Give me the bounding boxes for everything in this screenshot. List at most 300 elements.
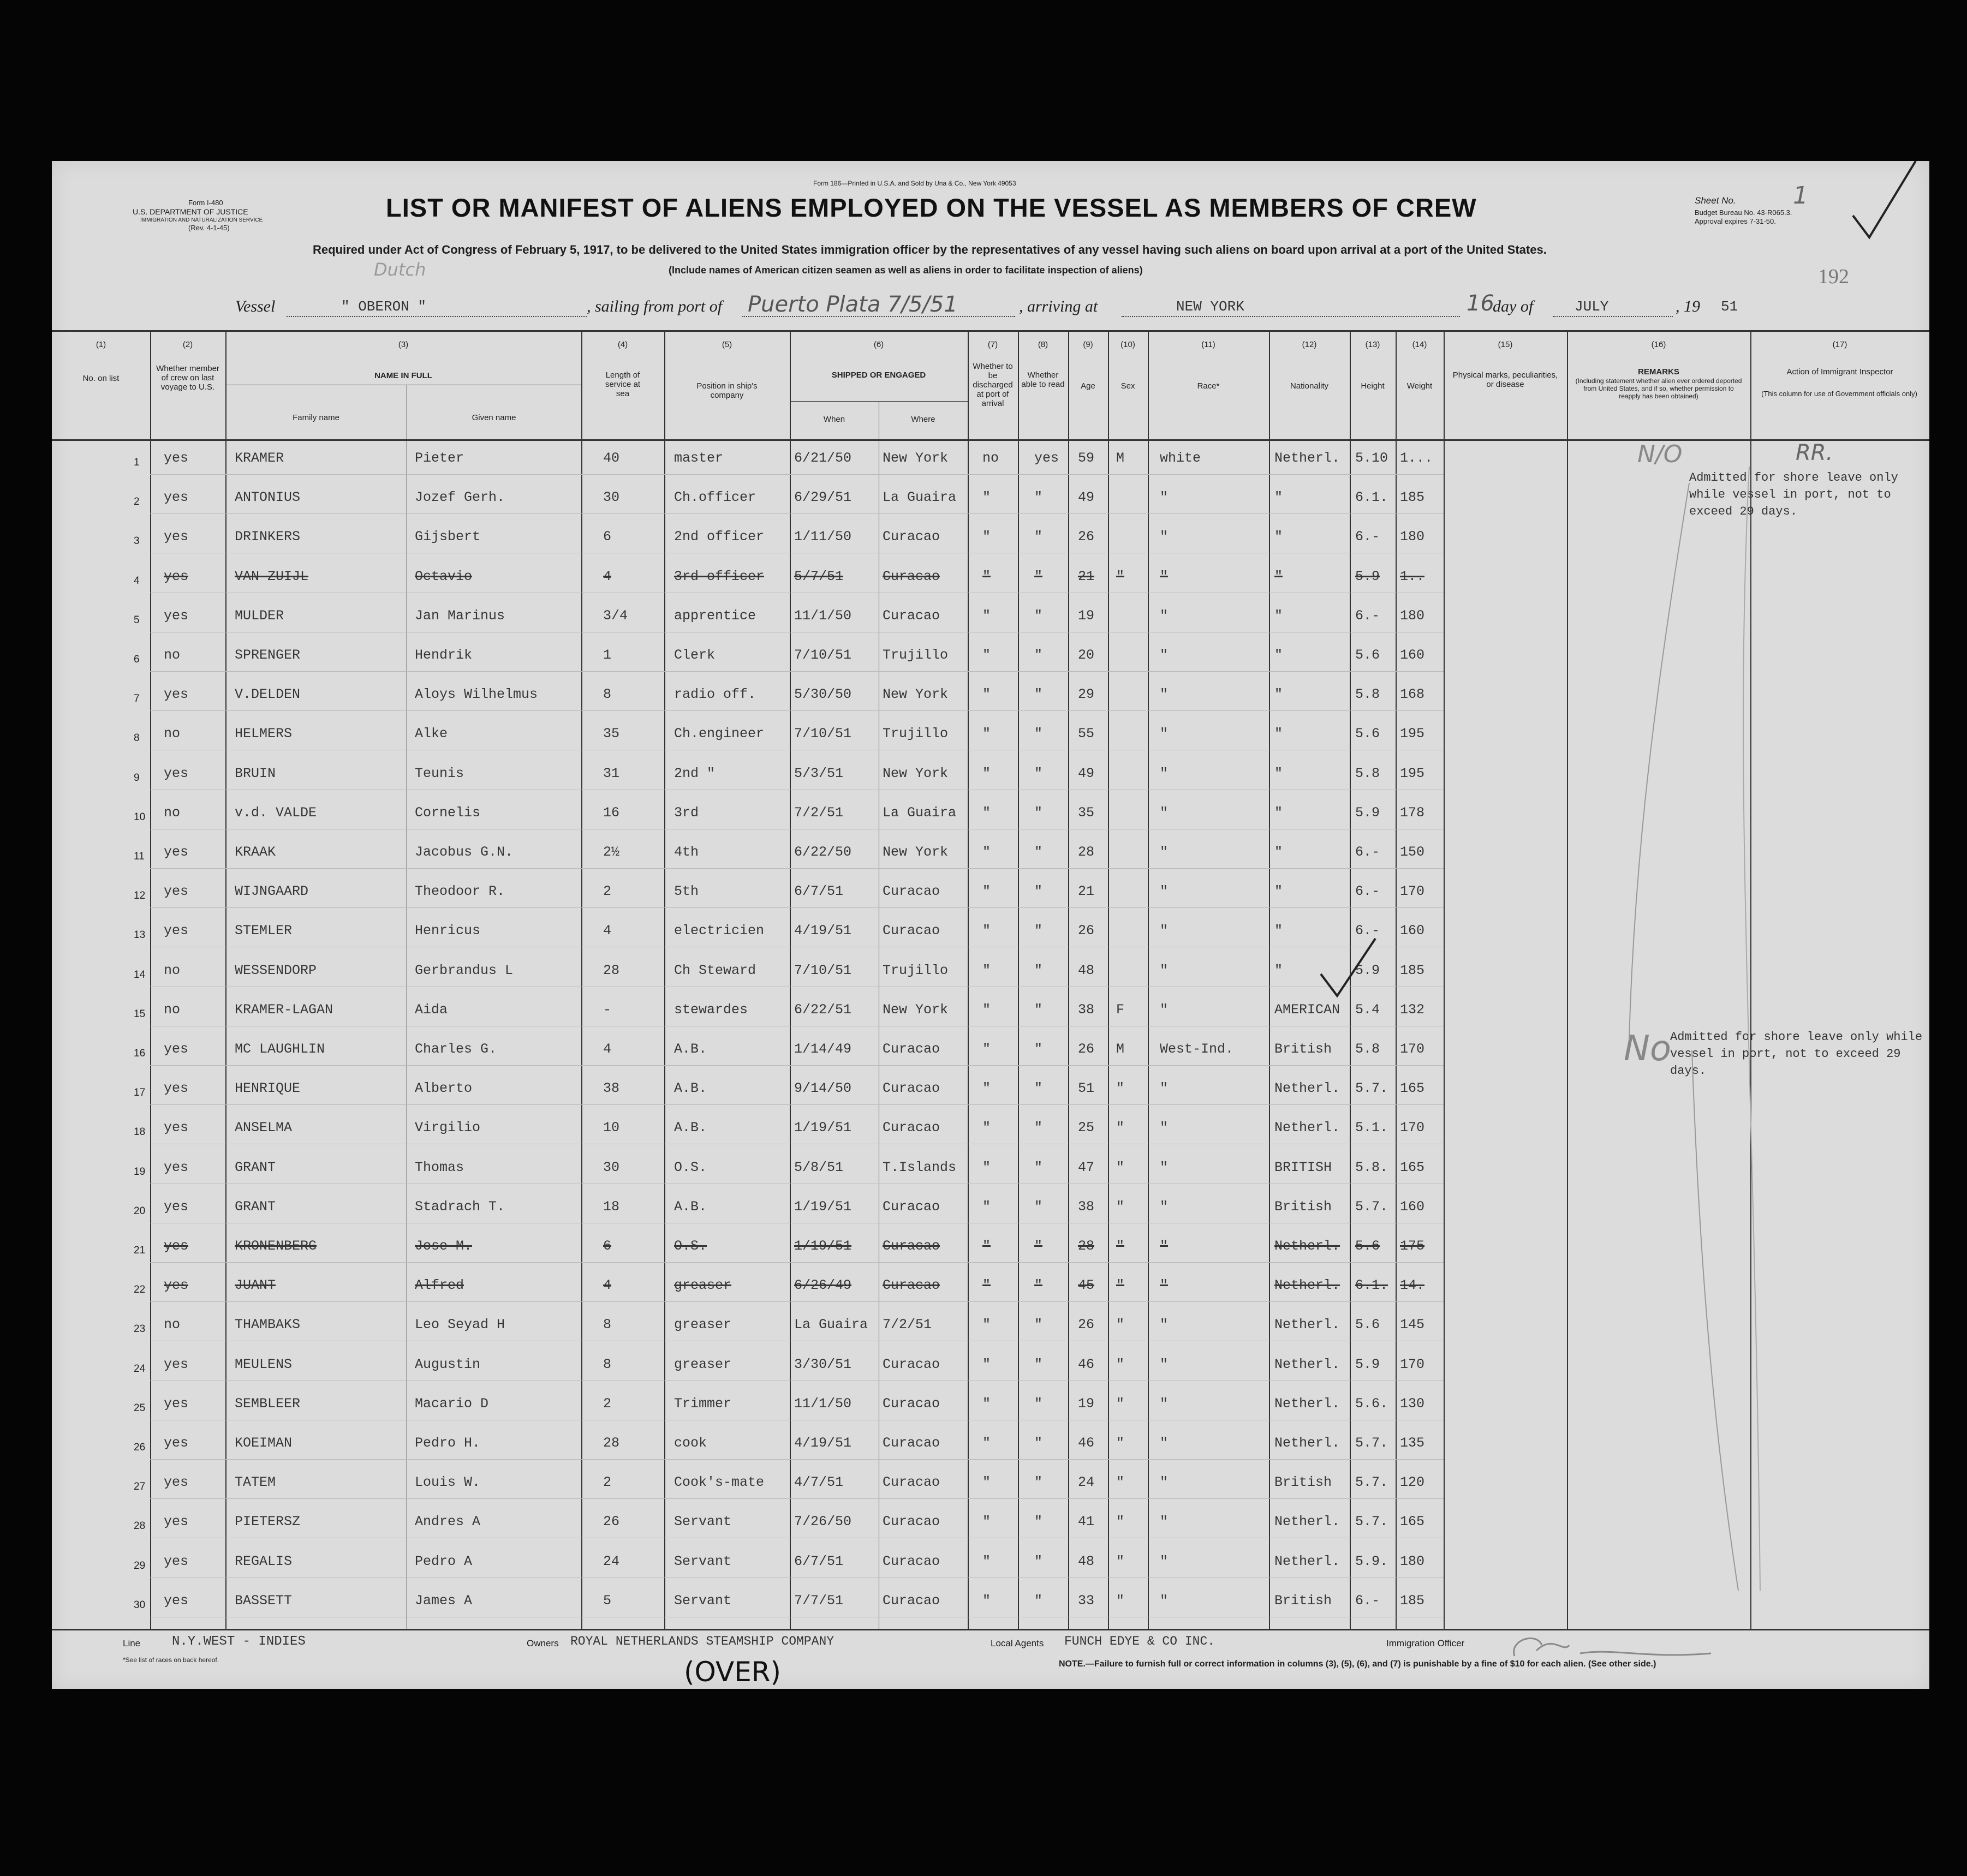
cell-when: 7/2/51 (794, 805, 844, 821)
cell-position: Ch.engineer (674, 726, 765, 742)
cell-family: JUANT (235, 1277, 276, 1293)
col-num-9: (9) (1083, 340, 1093, 349)
column-divider (1108, 330, 1109, 1629)
cell-service: 4 (603, 1277, 612, 1293)
row-number: 4 (134, 575, 140, 587)
cell-service: 8 (603, 1317, 612, 1333)
cell-disch: " (982, 1041, 991, 1057)
cell-where: Trujillo (883, 726, 949, 742)
cell-disch: " (982, 805, 991, 821)
cell-race: " (1160, 1277, 1169, 1293)
cell-family: BASSETT (235, 1593, 293, 1609)
cell-position: Clerk (674, 647, 716, 663)
row-number: 8 (134, 732, 140, 744)
cell-where: La Guaira (883, 489, 957, 505)
row-number: 24 (134, 1363, 146, 1375)
cell-age: 45 (1078, 1277, 1095, 1293)
cell-age: 48 (1078, 963, 1095, 978)
cell-read: " (1034, 726, 1043, 742)
cell-given: Pieter (415, 450, 464, 466)
cell-where: Curacao (883, 1593, 940, 1609)
cell-race: " (1160, 1474, 1169, 1490)
cell-weight: 165 (1400, 1160, 1425, 1175)
cell-given: Pedro A (415, 1554, 473, 1569)
col-header-given-name: Given name (472, 413, 516, 422)
remarks-pencil-line (1624, 467, 1787, 1612)
local-agents: FUNCH EDYE & CO INC. (1064, 1634, 1215, 1648)
cell-prev: yes (164, 844, 189, 860)
cell-read: " (1034, 1277, 1043, 1293)
cell-weight: 160 (1400, 647, 1425, 663)
cell-given: Alberto (415, 1080, 473, 1096)
nationality-checkmark-icon (1318, 936, 1378, 1001)
cell-age: 20 (1078, 647, 1095, 663)
cell-nat: BRITISH (1274, 1160, 1332, 1175)
cell-position: Cook's-mate (674, 1474, 765, 1490)
cell-weight: 185 (1400, 963, 1425, 978)
cell-age: 33 (1078, 1593, 1095, 1609)
line-label: Line (123, 1638, 141, 1648)
department: U.S. DEPARTMENT OF JUSTICE (133, 207, 248, 216)
remarks-no-mark-2: No (1624, 1029, 1672, 1069)
cell-where: Curacao (883, 1554, 940, 1569)
cell-read: " (1034, 1357, 1043, 1372)
cell-read: " (1034, 1317, 1043, 1333)
cell-when: 1/19/51 (794, 1120, 852, 1136)
column-divider (1396, 330, 1397, 1629)
cell-position: cook (674, 1435, 707, 1451)
cell-nat: Netherl. (1274, 1396, 1340, 1412)
col-num-2: (2) (182, 340, 193, 349)
cell-given: Henricus (415, 923, 481, 939)
cell-weight: 170 (1400, 1120, 1425, 1136)
cell-race: " (1160, 1080, 1169, 1096)
cell-height: 5.9 (1355, 569, 1380, 584)
cell-height: 6.- (1355, 1593, 1380, 1609)
cell-given: Virgilio (415, 1120, 481, 1136)
cell-race: " (1160, 1593, 1169, 1609)
cell-family: WESSENDORP (235, 963, 317, 978)
cell-family: THAMBAKS (235, 1317, 301, 1333)
cell-prev: yes (164, 1357, 189, 1372)
cell-weight: 160 (1400, 923, 1425, 939)
cell-disch: " (982, 726, 991, 742)
cell-nat: Netherl. (1274, 1554, 1340, 1569)
col-header-when: When (823, 415, 845, 424)
col-num-8: (8) (1038, 340, 1048, 349)
arriving-label: , arriving at (1019, 297, 1098, 315)
cell-sex: " (1116, 1120, 1125, 1136)
col-header-race: Race* (1197, 381, 1220, 391)
cell-prev: yes (164, 1041, 189, 1057)
sailing-port: Puerto Plata 7/5/51 (748, 292, 958, 317)
cell-race: " (1160, 1514, 1169, 1530)
cell-height: 5.7. (1355, 1080, 1388, 1096)
cell-age: 38 (1078, 1199, 1095, 1215)
vessel-label: Vessel (235, 297, 276, 315)
cell-service: 38 (603, 1080, 620, 1096)
cell-age: 25 (1078, 1120, 1095, 1136)
cell-height: 5.7. (1355, 1474, 1388, 1490)
cell-height: 5.6 (1355, 1238, 1380, 1254)
cell-position: electricien (674, 923, 765, 939)
cell-height: 6.- (1355, 844, 1380, 860)
column-divider (581, 330, 582, 1629)
cell-height: 5.1. (1355, 1120, 1388, 1136)
row-number: 26 (134, 1442, 146, 1453)
cell-family: v.d. VALDE (235, 805, 317, 821)
cell-age: 21 (1078, 883, 1095, 899)
cell-sex: " (1116, 1396, 1125, 1412)
cell-where: New York (883, 686, 949, 702)
cell-race: " (1160, 1238, 1169, 1254)
cell-service: 2½ (603, 844, 620, 860)
cell-age: 46 (1078, 1357, 1095, 1372)
cell-service: 26 (603, 1514, 620, 1530)
cell-read: yes (1034, 450, 1059, 466)
cell-sex: F (1116, 1002, 1125, 1018)
cell-read: " (1034, 1199, 1043, 1215)
cell-service: 35 (603, 726, 620, 742)
cell-when: 7/10/51 (794, 963, 852, 978)
penalty-note: NOTE.—Failure to furnish full or correct information in columns (3), (5), (6), and (7) is punishable by a fine of $10 for each alien. (See other side.) (1059, 1659, 1656, 1669)
col-header-sex: Sex (1120, 381, 1135, 391)
cell-nat: " (1274, 529, 1283, 545)
cell-prev: yes (164, 1554, 189, 1569)
cell-service: 3/4 (603, 608, 628, 624)
col-num-15: (15) (1498, 340, 1513, 349)
cell-sex: M (1116, 450, 1125, 466)
cell-where: Curacao (883, 608, 940, 624)
sheet-number: 1 (1793, 182, 1808, 210)
cell-position: Ch.officer (674, 489, 756, 505)
cell-race: " (1160, 529, 1169, 545)
cell-when: 4/7/51 (794, 1474, 844, 1490)
arriving-underline (1122, 316, 1460, 317)
row-number: 28 (134, 1520, 146, 1532)
cell-when: 1/19/51 (794, 1238, 852, 1254)
cell-weight: 120 (1400, 1474, 1425, 1490)
cell-disch: " (982, 569, 991, 584)
row-number: 5 (134, 614, 140, 626)
cell-given: Jose M. (415, 1238, 473, 1254)
form-number: Form I-480 (188, 199, 223, 207)
cell-age: 26 (1078, 1041, 1095, 1057)
cell-read: " (1034, 963, 1043, 978)
cell-sex: " (1116, 1435, 1125, 1451)
row-number: 7 (134, 693, 140, 704)
cell-height: 5.9. (1355, 1554, 1388, 1569)
year-suffix: 51 (1721, 298, 1738, 315)
table-top-border (52, 330, 1929, 332)
cell-family: STEMLER (235, 923, 293, 939)
cell-nat: " (1274, 489, 1283, 505)
cell-weight: 165 (1400, 1080, 1425, 1096)
cell-nat: British (1274, 1199, 1332, 1215)
cell-family: BRUIN (235, 766, 276, 781)
cell-read: " (1034, 805, 1043, 821)
cell-given: Stadrach T. (415, 1199, 505, 1215)
cell-height: 6.1. (1355, 1277, 1388, 1293)
cell-weight: 185 (1400, 1593, 1425, 1609)
cell-service: 1 (603, 647, 612, 663)
cell-height: 5.7. (1355, 1199, 1388, 1215)
cell-age: 48 (1078, 1554, 1095, 1569)
cell-prev: no (164, 647, 181, 663)
cell-race: " (1160, 1002, 1169, 1018)
cell-family: DRINKERS (235, 529, 301, 545)
cell-service: - (603, 1002, 612, 1018)
cell-position: 3rd (674, 805, 699, 821)
cell-race: " (1160, 1160, 1169, 1175)
cell-prev: yes (164, 569, 189, 584)
cell-weight: 1... (1400, 450, 1433, 466)
column-divider (1068, 330, 1069, 1629)
cell-nat: " (1274, 805, 1283, 821)
cell-given: Macario D (415, 1396, 489, 1412)
cell-position: O.S. (674, 1160, 707, 1175)
cell-age: 49 (1078, 489, 1095, 505)
cell-when: 5/30/50 (794, 686, 852, 702)
cell-position: master (674, 450, 724, 466)
cell-sex: " (1116, 569, 1125, 584)
row-divider (150, 1065, 1444, 1066)
dutch-note: Dutch (374, 259, 426, 280)
cell-disch: " (982, 1514, 991, 1530)
cell-service: 16 (603, 805, 620, 821)
cell-given: Theodoor R. (415, 883, 505, 899)
cell-given: Octavio (415, 569, 473, 584)
cell-height: 6.- (1355, 608, 1380, 624)
cell-family: WIJNGAARD (235, 883, 309, 899)
cell-when: 6/21/50 (794, 450, 852, 466)
cell-when: 6/7/51 (794, 1554, 844, 1569)
cell-read: " (1034, 1160, 1043, 1175)
cell-prev: yes (164, 529, 189, 545)
agents-label: Local Agents (991, 1638, 1044, 1648)
cell-prev: yes (164, 1120, 189, 1136)
cell-nat: Netherl. (1274, 450, 1340, 466)
cell-position: greaser (674, 1277, 732, 1293)
row-number: 15 (134, 1008, 146, 1020)
col-num-14: (14) (1412, 340, 1427, 349)
cell-read: " (1034, 1554, 1043, 1569)
cell-where: La Guaira (883, 805, 957, 821)
cell-disch: " (982, 766, 991, 781)
cell-when: 5/7/51 (794, 569, 844, 584)
col-header-service-length: Length of service at sea (605, 371, 641, 398)
cell-prev: no (164, 726, 181, 742)
cell-when: 6/26/49 (794, 1277, 852, 1293)
row-number: 29 (134, 1560, 146, 1572)
cell-read: " (1034, 1080, 1043, 1096)
cell-race: white (1160, 450, 1201, 466)
cell-prev: yes (164, 1435, 189, 1451)
revision: (Rev. 4-1-45) (188, 224, 230, 232)
cell-race: " (1160, 805, 1169, 821)
cell-service: 40 (603, 450, 620, 466)
row-divider (150, 1104, 1444, 1105)
cell-prev: yes (164, 1160, 189, 1175)
col-header-height: Height (1361, 381, 1385, 391)
cell-prev: yes (164, 766, 189, 781)
cell-nat: " (1274, 686, 1283, 702)
cell-prev: yes (164, 1080, 189, 1096)
cell-when: 6/29/51 (794, 489, 852, 505)
cell-where: Curacao (883, 1277, 940, 1293)
shipped-subheader-line (790, 401, 968, 402)
cell-given: Hendrik (415, 647, 473, 663)
cell-where: 7/2/51 (883, 1317, 932, 1333)
col-header-where: Where (911, 415, 935, 424)
cell-service: 30 (603, 489, 620, 505)
immigration-officer-label: Immigration Officer (1386, 1638, 1465, 1648)
col-num-16: (16) (1651, 340, 1666, 349)
cell-where: Curacao (883, 1514, 940, 1530)
row-number: 2 (134, 496, 140, 507)
cell-position: greaser (674, 1357, 732, 1372)
cell-service: 30 (603, 1160, 620, 1175)
cell-service: 4 (603, 569, 612, 584)
cell-where: Curacao (883, 1474, 940, 1490)
cell-disch: " (982, 1238, 991, 1254)
cell-given: Aloys Wilhelmus (415, 686, 538, 702)
column-divider (968, 330, 969, 1629)
cell-where: Curacao (883, 1238, 940, 1254)
vessel-underline (287, 316, 587, 317)
cell-weight: 180 (1400, 1554, 1425, 1569)
column-divider (1444, 330, 1445, 1629)
cell-age: 19 (1078, 1396, 1095, 1412)
cell-disch: " (982, 1199, 991, 1215)
cell-nat: British (1274, 1593, 1332, 1609)
cell-when: 1/14/49 (794, 1041, 852, 1057)
printer-line: Form 186—Printed in U.S.A. and Sold by Una & Co., New York 49053 (813, 180, 1016, 187)
cell-family: ANSELMA (235, 1120, 293, 1136)
cell-prev: no (164, 1002, 181, 1018)
cell-nat: Netherl. (1274, 1317, 1340, 1333)
cell-age: 26 (1078, 1317, 1095, 1333)
cell-weight: 165 (1400, 1514, 1425, 1530)
cell-nat: Netherl. (1274, 1120, 1340, 1136)
cell-height: 5.7. (1355, 1514, 1388, 1530)
cell-family: GRANT (235, 1199, 276, 1215)
cell-nat: " (1274, 963, 1283, 978)
cell-read: " (1034, 1002, 1043, 1018)
row-divider (150, 1459, 1444, 1460)
col-num-1: (1) (96, 340, 106, 349)
cell-read: " (1034, 1120, 1043, 1136)
row-number: 6 (134, 654, 140, 665)
cell-service: 2 (603, 1396, 612, 1412)
cell-given: Alfred (415, 1277, 464, 1293)
cell-nat: " (1274, 608, 1283, 624)
cell-service: 2 (603, 883, 612, 899)
cell-read: " (1034, 569, 1043, 584)
cell-weight: 195 (1400, 766, 1425, 781)
cell-age: 38 (1078, 1002, 1095, 1018)
cell-service: 4 (603, 1041, 612, 1057)
cell-when: 5/8/51 (794, 1160, 844, 1175)
cell-age: 35 (1078, 805, 1095, 821)
column-divider (150, 330, 151, 1629)
cell-nat: Netherl. (1274, 1080, 1340, 1096)
cell-service: 24 (603, 1554, 620, 1569)
col-header-shipped: SHIPPED OR ENGAGED (831, 371, 926, 380)
cell-disch: " (982, 529, 991, 545)
cell-where: New York (883, 1002, 949, 1018)
cell-weight: 132 (1400, 1002, 1425, 1018)
cell-race: West-Ind. (1160, 1041, 1234, 1057)
sheet-label: Sheet No. (1695, 195, 1736, 206)
cell-position: radio off. (674, 686, 756, 702)
cell-where: Curacao (883, 1120, 940, 1136)
column-divider (225, 330, 226, 1629)
cell-family: KRAMER (235, 450, 284, 466)
cell-weight: 185 (1400, 489, 1425, 505)
cell-given: Andres A (415, 1514, 481, 1530)
cell-read: " (1034, 1514, 1043, 1530)
sailing-label: , sailing from port of (587, 297, 723, 315)
cell-service: 5 (603, 1593, 612, 1609)
cell-height: 5.6. (1355, 1396, 1388, 1412)
cell-service: 28 (603, 963, 620, 978)
col-header-inspector: Action of Immigrant Inspector (1786, 367, 1893, 377)
cell-sex: " (1116, 1514, 1125, 1530)
port-underline (742, 316, 1015, 317)
cell-family: MEULENS (235, 1357, 293, 1372)
cell-position: A.B. (674, 1120, 707, 1136)
col-num-3: (3) (398, 340, 409, 349)
cell-when: 6/7/51 (794, 883, 844, 899)
row-number: 27 (134, 1481, 146, 1492)
cell-given: Alke (415, 726, 448, 742)
cell-family: SPRENGER (235, 647, 301, 663)
cell-weight: 130 (1400, 1396, 1425, 1412)
col-header-age: Age (1081, 381, 1095, 391)
cell-service: 4 (603, 923, 612, 939)
cell-family: TATEM (235, 1474, 276, 1490)
cell-service: 31 (603, 766, 620, 781)
cell-weight: 14. (1400, 1277, 1425, 1293)
cell-where: Curacao (883, 529, 940, 545)
cell-disch: " (982, 647, 991, 663)
cell-read: " (1034, 766, 1043, 781)
cell-disch: " (982, 1317, 991, 1333)
cell-where: Curacao (883, 1080, 940, 1096)
cell-race: " (1160, 844, 1169, 860)
cell-nat: British (1274, 1474, 1332, 1490)
cell-where: Trujillo (883, 963, 949, 978)
row-number: 13 (134, 929, 146, 941)
cell-disch: " (982, 489, 991, 505)
cell-family: GRANT (235, 1160, 276, 1175)
cell-prev: yes (164, 1396, 189, 1412)
row-number: 3 (134, 535, 140, 547)
row-number: 10 (134, 811, 146, 823)
cell-position: Ch Steward (674, 963, 756, 978)
cell-read: " (1034, 647, 1043, 663)
cell-position: A.B. (674, 1080, 707, 1096)
cell-nat: " (1274, 647, 1283, 663)
cell-nat: Netherl. (1274, 1277, 1340, 1293)
row-number: 12 (134, 890, 146, 901)
cell-where: T.Islands (883, 1160, 957, 1175)
cell-height: 5.8 (1355, 1041, 1380, 1057)
cell-height: 5.6 (1355, 1317, 1380, 1333)
page-title: LIST OR MANIFEST OF ALIENS EMPLOYED ON THE VESSEL AS MEMBERS OF CREW (386, 193, 1477, 222)
inspector-initials: RR. (1796, 440, 1833, 465)
